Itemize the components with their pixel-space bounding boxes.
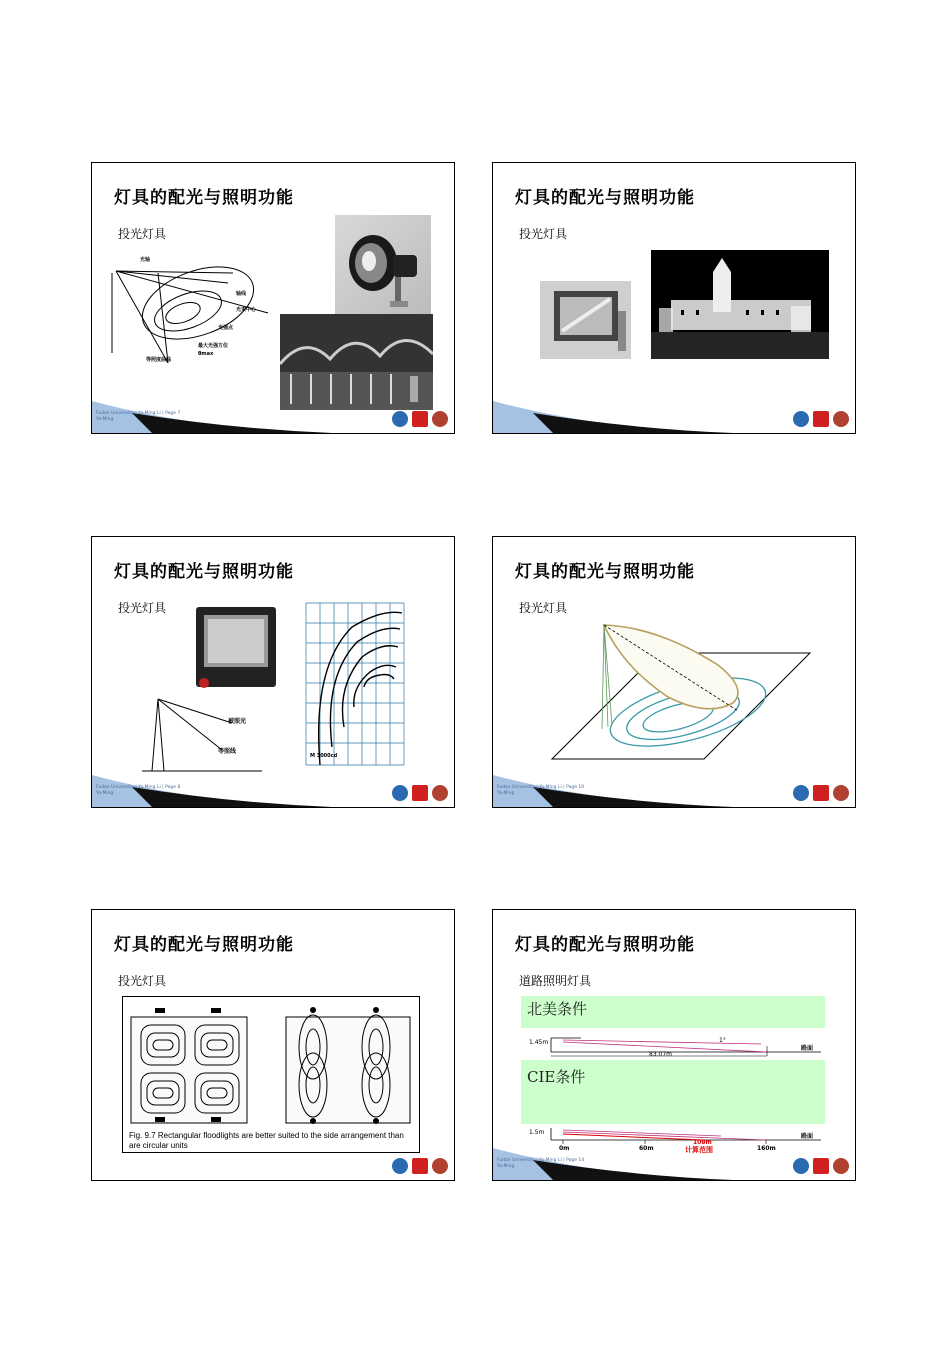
diag-label: 最大光强方位	[198, 343, 229, 349]
footer-line: Fudan University | Ya-Ming Li | Page 7	[96, 411, 181, 416]
university-logo-icon	[793, 785, 809, 801]
logo-group	[392, 1158, 448, 1174]
mark-label: 100m	[693, 1139, 712, 1146]
university-logo-icon	[392, 411, 408, 427]
slide-1[interactable]	[91, 162, 455, 434]
footer-line-2: Ya-Ming	[96, 791, 114, 796]
logo-group	[392, 411, 448, 427]
slide-title: 灯具的配光与照明功能	[114, 935, 294, 955]
diag-label: 光强点	[218, 325, 234, 331]
slide-title: 灯具的配光与照明功能	[515, 935, 695, 955]
chart-label: M 3000cd	[310, 753, 338, 759]
distance-label: 83.07m	[649, 1051, 673, 1058]
angle-label: 1°	[719, 1037, 726, 1044]
north-america-label: 北美条件	[527, 1000, 588, 1018]
mark-label: 160m	[757, 1145, 776, 1152]
slide-5[interactable]	[91, 909, 455, 1181]
slide-2[interactable]	[492, 162, 856, 434]
anniversary-logo-icon	[412, 785, 428, 801]
logo-group	[793, 411, 849, 427]
footer-text	[96, 785, 180, 797]
light-distribution-3d-diagram	[548, 617, 818, 767]
road-label: 路面	[801, 1045, 814, 1052]
slide-subtitle: 投光灯具	[519, 227, 568, 241]
isocandela-grid-chart	[292, 597, 407, 775]
footer-text	[96, 411, 180, 423]
diag-label: θmax	[198, 351, 214, 357]
range-label: 计算范围	[685, 1146, 713, 1154]
slide-4[interactable]	[492, 536, 856, 808]
footer-text	[497, 1158, 584, 1170]
footer-text	[497, 785, 584, 797]
footer-line: Fudan University | Ya-Ming Li | Page 10	[497, 785, 585, 790]
mark-label: 60m	[639, 1145, 654, 1152]
floodlight-photo	[335, 215, 431, 315]
slide-title: 灯具的配光与照明功能	[515, 188, 695, 208]
logo-group	[392, 785, 448, 801]
seal-logo-icon	[432, 411, 448, 427]
logo-group	[793, 1158, 849, 1174]
diag-label: 等照度曲线	[146, 357, 172, 363]
height-label: 1.5m	[529, 1129, 545, 1136]
anniversary-logo-icon	[412, 411, 428, 427]
university-logo-icon	[392, 785, 408, 801]
mark-label: 0m	[559, 1145, 570, 1152]
figure-9-7	[122, 996, 420, 1153]
slide-title: 灯具的配光与照明功能	[114, 188, 294, 208]
north-america-road-diagram	[521, 1030, 831, 1058]
slide-subtitle: 投光灯具	[118, 227, 167, 241]
university-logo-icon	[392, 1158, 408, 1174]
slide-subtitle: 投光灯具	[519, 601, 568, 615]
seal-logo-icon	[833, 1158, 849, 1174]
diag-label: 轴线	[236, 291, 247, 297]
footer-line: Fudan University | Ya-Ming Li | Page 14	[497, 1158, 585, 1163]
seal-logo-icon	[833, 411, 849, 427]
slide-3[interactable]	[91, 536, 455, 808]
university-logo-icon	[793, 411, 809, 427]
slide-6[interactable]	[492, 909, 856, 1181]
footer-line: Fudan University | Ya-Ming Li | Page 8	[96, 785, 181, 790]
anniversary-logo-icon	[813, 411, 829, 427]
rectangular-vs-circular-diagram	[123, 997, 419, 1132]
castle-night-photo	[651, 250, 829, 359]
footer-line-2: Ya-Ming	[497, 1164, 515, 1169]
slide-title: 灯具的配光与照明功能	[515, 562, 695, 582]
seal-logo-icon	[833, 785, 849, 801]
seal-logo-icon	[432, 785, 448, 801]
anniversary-logo-icon	[412, 1158, 428, 1174]
slide-subtitle: 投光灯具	[118, 974, 167, 988]
figure-caption: Fig. 9.7 Rectangular floodlights are better suited to the side arrangement than are circular units	[129, 1131, 404, 1150]
road-label: 路面	[801, 1133, 814, 1140]
diag-label: 光束中心	[236, 307, 257, 313]
rectangular-floodlight-photo	[540, 281, 631, 359]
anniversary-logo-icon	[813, 785, 829, 801]
diag-label: 等照线	[218, 748, 237, 755]
anniversary-logo-icon	[813, 1158, 829, 1174]
floodlight-product-photo	[190, 603, 282, 695]
slide-title: 灯具的配光与照明功能	[114, 562, 294, 582]
footer-line-2: Ya-Ming	[497, 791, 515, 796]
diag-label: 光轴	[140, 257, 151, 263]
slide-subtitle: 道路照明灯具	[519, 974, 592, 988]
logo-group	[793, 785, 849, 801]
slide-subtitle: 投光灯具	[118, 601, 167, 615]
height-label: 1.45m	[529, 1039, 549, 1046]
cie-label: CIE条件	[527, 1068, 586, 1086]
isolux-diagram	[108, 253, 278, 378]
footer-line-2: Ya-Ming	[96, 417, 114, 422]
seal-logo-icon	[432, 1158, 448, 1174]
diag-label: 被照光	[228, 718, 247, 725]
university-logo-icon	[793, 1158, 809, 1174]
